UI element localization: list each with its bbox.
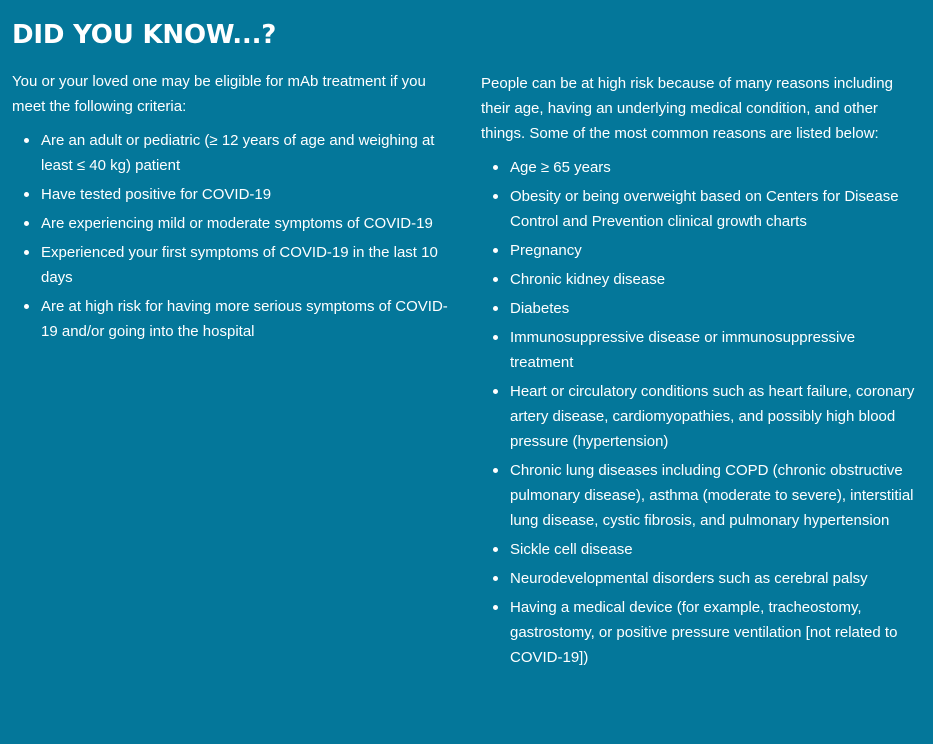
high-risk-reasons-list: [481, 155, 917, 670]
list-item-text: Age ≥ 65 years: [510, 159, 611, 176]
high-risk-intro: People can be at high risk because of many reasons including their age, having an underlying medical condition, and other things. Some of the most common reasons are listed below:: [481, 75, 893, 142]
list-item: [481, 595, 917, 670]
list-item: [12, 182, 454, 207]
list-item: [481, 325, 917, 375]
bullet-icon: [24, 250, 29, 255]
list-item: [481, 184, 917, 234]
list-item: [481, 238, 917, 263]
list-item: [12, 240, 454, 290]
bullet-icon: [493, 468, 498, 473]
list-item: [481, 296, 917, 321]
eligibility-column: [12, 69, 454, 674]
bullet-icon: [493, 277, 498, 282]
list-item: [481, 379, 917, 454]
bullet-icon: [24, 138, 29, 143]
list-item: [481, 155, 917, 180]
list-item-text: Chronic lung diseases including COPD (chronic obstructive pulmonary disease), asthma (moderate to severe), interstitial lung disease, cystic fibrosis, and pulmonary hypertension: [510, 462, 914, 529]
bullet-icon: [493, 576, 498, 581]
high-risk-column: [481, 71, 917, 674]
list-item-text: Having a medical device (for example, tracheostomy, gastrostomy, or positive pressure ventilation [not related to COVID-19]): [510, 599, 898, 666]
bullet-icon: [493, 194, 498, 199]
bullet-icon: [493, 389, 498, 394]
bullet-icon: [493, 547, 498, 552]
list-item-text: Sickle cell disease: [510, 541, 633, 558]
page-title: DID YOU KNOW...?: [12, 20, 277, 50]
list-item-text: Are an adult or pediatric (≥ 12 years of age and weighing at least ≤ 40 kg) patient: [41, 132, 435, 174]
bullet-icon: [493, 165, 498, 170]
bullet-icon: [493, 306, 498, 311]
list-item: [12, 211, 454, 236]
list-item: [481, 458, 917, 533]
list-item-text: Chronic kidney disease: [510, 271, 666, 288]
list-item-text: Experienced your first symptoms of COVID-19 in the last 10 days: [41, 244, 438, 286]
list-item: [12, 294, 454, 344]
bullet-icon: [493, 335, 498, 340]
list-item: [481, 537, 917, 562]
bullet-icon: [24, 221, 29, 226]
list-item-text: Are at high risk for having more serious symptoms of COVID-19 and/or going into the hospital: [41, 298, 448, 340]
list-item-text: Obesity or being overweight based on Centers for Disease Control and Prevention clinical growth charts: [510, 188, 899, 230]
list-item-text: Heart or circulatory conditions such as heart failure, coronary artery disease, cardiomyopathies, and possibly high blood pressure (hypertension): [510, 383, 915, 450]
bullet-icon: [493, 248, 498, 253]
bullet-icon: [24, 192, 29, 197]
bullet-icon: [493, 605, 498, 610]
list-item-text: Diabetes: [510, 300, 570, 317]
list-item-text: Pregnancy: [510, 242, 582, 259]
list-item-text: Have tested positive for COVID-19: [41, 186, 272, 203]
list-item-text: Neurodevelopmental disorders such as cerebral palsy: [510, 570, 868, 587]
list-item-text: Are experiencing mild or moderate symptoms of COVID-19: [41, 215, 433, 232]
content-columns: [12, 69, 933, 674]
list-item: [481, 267, 917, 292]
list-item-text: Immunosuppressive disease or immunosuppressive treatment: [510, 329, 856, 371]
list-item: [481, 566, 917, 591]
list-item: [12, 128, 454, 178]
eligibility-criteria-list: [12, 128, 454, 344]
bullet-icon: [24, 304, 29, 309]
eligibility-intro: You or your loved one may be eligible for mAb treatment if you meet the following criteria:: [12, 73, 426, 115]
